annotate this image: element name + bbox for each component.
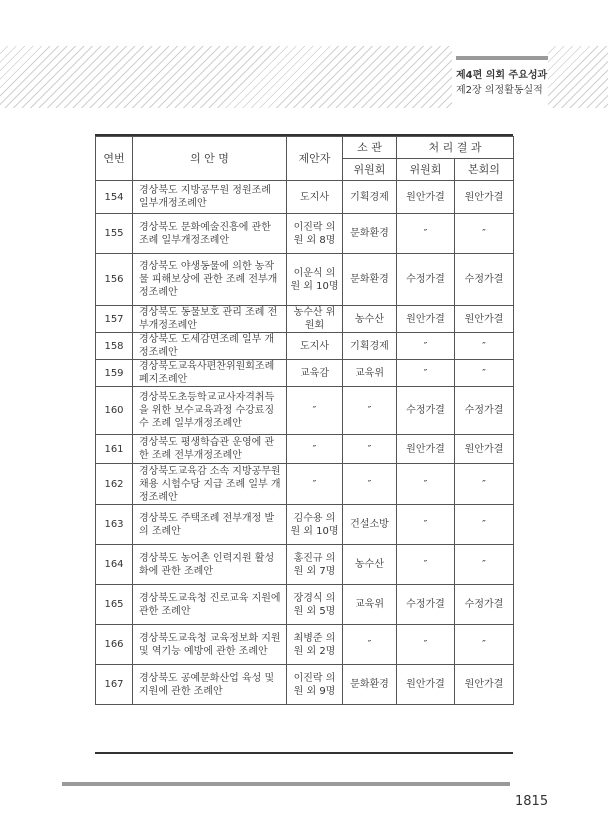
row-title: 경상북도초등학교교사자격취득을 위한 보수교육과정 수강료징수 조례 일부개정조례안 <box>133 387 287 435</box>
header-hatch-pattern <box>0 46 452 108</box>
row-no: 167 <box>96 665 133 705</box>
header-proposer: 제안자 <box>287 137 343 181</box>
header-rule <box>456 56 548 60</box>
row-committee: ″ <box>343 464 397 505</box>
row-result-committee: ″ <box>397 505 455 545</box>
row-committee: 문화환경 <box>343 214 397 254</box>
row-committee: 건설소방 <box>343 505 397 545</box>
row-title: 경상북도 평생학습관 운영에 관한 조례 전부개정조례안 <box>133 435 287 464</box>
row-result-committee: ″ <box>397 360 455 387</box>
header-result-committee: 위원회 <box>397 159 455 181</box>
header-result-plenary: 본회의 <box>455 159 514 181</box>
row-no: 156 <box>96 254 133 306</box>
row-no: 158 <box>96 333 133 360</box>
table-row <box>96 545 514 585</box>
row-no: 157 <box>96 306 133 333</box>
header-result: 처 리 결 과 <box>397 137 514 159</box>
row-committee: 농수산 <box>343 545 397 585</box>
row-no: 154 <box>96 181 133 214</box>
header-committee-bottom: 위원회 <box>343 159 397 181</box>
table-row <box>96 665 514 705</box>
row-result-committee: 수정가결 <box>397 254 455 306</box>
footer-rule <box>62 782 510 786</box>
table-row <box>96 214 514 254</box>
row-result-committee: 수정가결 <box>397 387 455 435</box>
header-no: 연번 <box>96 137 133 181</box>
row-result-committee: ″ <box>397 464 455 505</box>
row-result-committee: 원안가결 <box>397 181 455 214</box>
header-committee-top: 소 관 <box>343 137 397 159</box>
row-result-plenary: ″ <box>455 333 514 360</box>
row-no: 165 <box>96 585 133 625</box>
part-title: 제4편 의회 주요성과 <box>456 70 548 81</box>
row-proposer: 김수용 의원 외 10명 <box>287 505 343 545</box>
row-result-committee: 수정가결 <box>397 585 455 625</box>
row-result-committee: 원안가결 <box>397 306 455 333</box>
row-result-plenary: 수정가결 <box>455 585 514 625</box>
row-result-plenary: 원안가결 <box>455 435 514 464</box>
table-row <box>96 254 514 306</box>
row-committee: 기획경제 <box>343 333 397 360</box>
row-result-plenary: 원안가결 <box>455 665 514 705</box>
row-no: 164 <box>96 545 133 585</box>
table-row <box>96 505 514 545</box>
row-no: 155 <box>96 214 133 254</box>
row-result-committee: 원안가결 <box>397 665 455 705</box>
row-proposer: 이운식 의원 외 10명 <box>287 254 343 306</box>
row-result-plenary: ″ <box>455 625 514 665</box>
row-title: 경상북도교육청 진로교육 지원에 관한 조례안 <box>133 585 287 625</box>
row-result-plenary: 원안가결 <box>455 306 514 333</box>
table-row <box>96 387 514 435</box>
row-proposer: 홍진규 의원 외 7명 <box>287 545 343 585</box>
row-no: 161 <box>96 435 133 464</box>
row-result-plenary: ″ <box>455 214 514 254</box>
row-committee: ″ <box>343 387 397 435</box>
table-row <box>96 360 514 387</box>
row-result-plenary: 원안가결 <box>455 181 514 214</box>
row-title: 경상북도교육청 교육정보화 지원 및 역기능 예방에 관한 조례안 <box>133 625 287 665</box>
table-row <box>96 435 514 464</box>
row-result-plenary: ″ <box>455 545 514 585</box>
row-title: 경상북도교육사편찬위원회조례 폐지조례안 <box>133 360 287 387</box>
row-result-committee: ″ <box>397 625 455 665</box>
row-result-plenary: 수정가결 <box>455 387 514 435</box>
header-hatch-pattern-right <box>548 46 608 108</box>
table-row <box>96 464 514 505</box>
row-title: 경상북도 농어촌 인력지원 활성화에 관한 조례안 <box>133 545 287 585</box>
row-no: 160 <box>96 387 133 435</box>
row-title: 경상북도 도세감면조례 일부 개정조례안 <box>133 333 287 360</box>
row-no: 163 <box>96 505 133 545</box>
row-proposer: ″ <box>287 387 343 435</box>
row-committee: 교육위 <box>343 585 397 625</box>
row-title: 경상북도 공예문화산업 육성 및 지원에 관한 조례안 <box>133 665 287 705</box>
row-committee: 농수산 <box>343 306 397 333</box>
row-proposer: 이진락 의원 외 8명 <box>287 214 343 254</box>
row-proposer: 농수산 위원회 <box>287 306 343 333</box>
row-title: 경상북도 야생동물에 의한 농작물 피해보상에 관한 조례 전부개정조례안 <box>133 254 287 306</box>
row-committee: 교육위 <box>343 360 397 387</box>
table-row <box>96 181 514 214</box>
row-result-plenary: ″ <box>455 360 514 387</box>
table-row <box>96 306 514 333</box>
row-result-committee: 원안가결 <box>397 435 455 464</box>
row-result-plenary: ″ <box>455 464 514 505</box>
row-result-committee: ″ <box>397 214 455 254</box>
row-title: 경상북도교육감 소속 지방공무원 채용 시험수당 지급 조례 일부 개정조례안 <box>133 464 287 505</box>
row-title: 경상북도 주택조례 전부개정 발의 조례안 <box>133 505 287 545</box>
row-committee: 기획경제 <box>343 181 397 214</box>
row-result-plenary: 수정가결 <box>455 254 514 306</box>
row-result-plenary: ″ <box>455 505 514 545</box>
row-result-committee: ″ <box>397 545 455 585</box>
row-committee: 문화환경 <box>343 254 397 306</box>
row-committee: ″ <box>343 435 397 464</box>
row-proposer: ″ <box>287 464 343 505</box>
chapter-title: 제2장 의정활동실적 <box>456 85 543 96</box>
row-no: 166 <box>96 625 133 665</box>
row-proposer: 이진락 의원 외 9명 <box>287 665 343 705</box>
row-proposer: 교육감 <box>287 360 343 387</box>
row-no: 159 <box>96 360 133 387</box>
row-title: 경상북도 지방공무원 정원조례 일부개정조례안 <box>133 181 287 214</box>
row-proposer: ″ <box>287 435 343 464</box>
header-title: 의 안 명 <box>133 137 287 181</box>
row-title: 경상북도 문화예술진흥에 관한 조례 일부개정조례안 <box>133 214 287 254</box>
row-committee: ″ <box>343 625 397 665</box>
row-title: 경상북도 동물보호 관리 조례 전부개정조례안 <box>133 306 287 333</box>
table-bottom-rule <box>95 752 513 754</box>
row-proposer: 도지사 <box>287 181 343 214</box>
page-number: 1815 <box>515 794 549 809</box>
row-committee: 문화환경 <box>343 665 397 705</box>
table-row <box>96 585 514 625</box>
row-no: 162 <box>96 464 133 505</box>
table-row <box>96 333 514 360</box>
row-result-committee: ″ <box>397 333 455 360</box>
bills-table <box>95 136 514 705</box>
table-row <box>96 625 514 665</box>
row-proposer: 장경식 의원 외 5명 <box>287 585 343 625</box>
row-proposer: 최병준 의원 외 2명 <box>287 625 343 665</box>
row-proposer: 도지사 <box>287 333 343 360</box>
